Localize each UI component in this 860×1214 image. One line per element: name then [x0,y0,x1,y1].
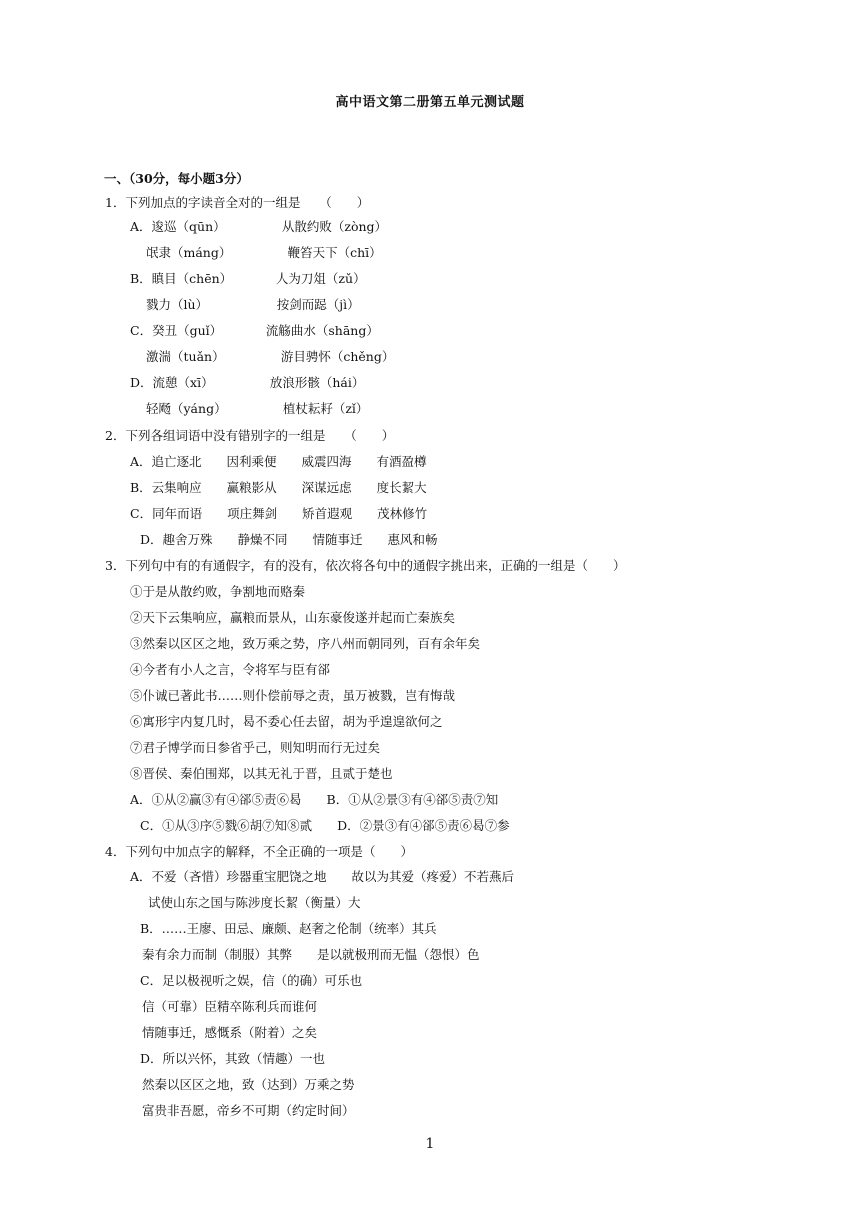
option-line: D．趣舍万殊 静燥不同 情随事迁 惠风和畅 [140,532,438,547]
sentence-line: ①于是从散约败，争割地而赂秦 [130,584,306,599]
option-line: A．逡巡（qūn） 从散约败（zòng） [130,219,388,234]
question-line: 4．下列句中加点字的解释，不全正确的一项是（ ） [105,844,413,859]
option-line: B．瞋目（chēn） 人为刀俎（zǔ） [130,271,366,286]
sentence-line: ⑤仆诚已著此书……则仆偿前辱之责，虽万被戮，岂有悔哉 [130,688,456,703]
option-line: 轻飏（yáng） 植杖耘耔（zǐ） [146,401,369,416]
page-number: 1 [425,1136,435,1152]
option-line: C．同年而语 项庄舞剑 矫首遐观 茂林修竹 [130,506,428,521]
option-line: 情随事迁，感慨系（附着）之矣 [142,1025,318,1040]
sentence-line: ⑧晋侯、秦伯围郑，以其无礼于晋，且贰于楚也 [130,766,393,781]
question-line: 1．下列加点的字读音全对的一组是 （ ） [105,195,370,210]
sentence-line: ③然秦以区区之地，致万乘之势，序八州而朝同列，百有余年矣 [130,636,481,651]
option-line: B．云集响应 赢粮影从 深谋远虑 度长絜大 [130,480,427,495]
option-line: C．足以极视听之娱，信（的确）可乐也 [140,973,363,988]
option-line: 激湍（tuǎn） 游目骋怀（chěng） [146,349,395,364]
option-line: 然秦以区区之地，致（达到）万乘之势 [142,1077,355,1092]
option-line: A．不爱（吝惜）珍器重宝肥饶之地 故以为其爱（疼爱）不若燕后 [130,869,515,884]
option-line: B．……王廖、田忌、廉颇、赵奢之伦制（统率）其兵 [140,921,437,936]
option-line: D．所以兴怀，其致（情趣）一也 [140,1051,326,1066]
sentence-line: ⑥寓形宇内复几时，曷不委心任去留，胡为乎遑遑欲何之 [130,714,443,729]
option-line: C．①从③序⑤戮⑥胡⑦知⑧贰 D．②景③有④郤⑤责⑥曷⑦参 [140,818,510,833]
option-line: 秦有余力而制（制服）其弊 是以就极刑而无愠（怨恨）色 [142,947,480,962]
option-line: D．流憩（xī） 放浪形骸（hái） [130,375,365,390]
question-line: 3．下列句中有的有通假字，有的没有，依次将各句中的通假字挑出来，正确的一组是（ ） [105,558,626,573]
option-line: 氓隶（máng） 鞭笞天下（chī） [146,245,382,260]
option-line: A．①从②赢③有④郤⑤责⑥曷 B．①从②景③有④郤⑤责⑦知 [130,792,499,807]
page-title: 高中语文第二册第五单元测试题 [335,95,525,110]
sentence-line: ④今者有小人之言，令将军与臣有郤 [130,662,331,677]
option-line: A．追亡逐北 因利乘便 威震四海 有酒盈樽 [130,454,427,469]
option-line: 戮力（lù） 按剑而跽（jì） [146,297,360,312]
section-heading: 一、（30分，每小题3分） [104,171,249,186]
question-line: 2．下列各组词语中没有错别字的一组是 （ ） [105,428,395,443]
option-line: 富贵非吾愿，帝乡不可期（约定时间） [142,1103,355,1118]
option-line: C．癸丑（guǐ） 流觞曲水（shāng） [130,323,379,338]
sentence-line: ②天下云集响应，赢粮而景从，山东豪俊遂并起而亡秦族矣 [130,610,456,625]
option-line: 信（可靠）臣精卒陈利兵而谁何 [142,999,318,1014]
sentence-line: ⑦君子博学而日参省乎己，则知明而行无过矣 [130,740,381,755]
option-line: 试使山东之国与陈涉度长絜（衡量）大 [148,895,361,910]
